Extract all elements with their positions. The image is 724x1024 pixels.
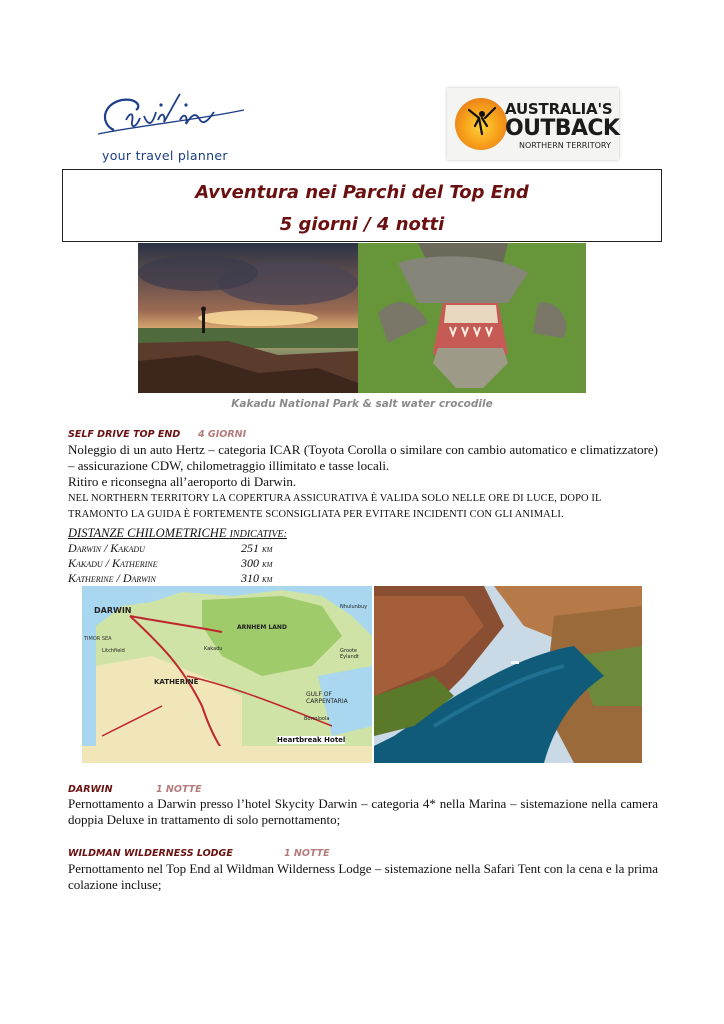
map-label-groote: Groote Eylandt <box>340 648 359 660</box>
map-label-sea: TIMOR SEA <box>84 636 112 642</box>
wildman-duration: 1 NOTTE <box>284 848 330 859</box>
self-drive-insurance-note: NEL NORTHERN TERRITORY LA COPERTURA ASSICURATIVA È VALIDA SOLO NELLE ORE DI LUCE, DOPO IL TRAMONTO LA GUIDA È FORTEMENTE SCONSIGLIATA PER EVITARE INCIDENTI CON GLI ANIMALI. <box>68 493 602 520</box>
page-subtitle: 5 giorni / 4 notti <box>279 214 445 235</box>
distances-heading <box>68 526 287 541</box>
distance-route: Katherine / Darwin <box>68 571 156 585</box>
distance-row <box>68 541 273 556</box>
distance-row <box>68 571 273 586</box>
kakadu-sunset-photo <box>138 243 358 393</box>
distance-row <box>68 556 273 571</box>
wildman-title: WILDMAN WILDERNESS LODGE <box>68 848 233 859</box>
map-label-heartbreak: Heartbreak Hotel <box>277 736 346 744</box>
self-drive-pickup: Ritiro e riconsegna all’aeroporto di Darwin. <box>68 474 297 489</box>
logo-line-3: NORTHERN TERRITORY <box>519 141 611 150</box>
photo-caption: Kakadu National Park & salt water crocodile <box>231 398 493 410</box>
self-drive-heading <box>68 429 247 440</box>
cividin-logo <box>96 90 246 168</box>
self-drive-duration: 4 GIORNI <box>198 429 247 440</box>
darwin-title: DARWIN <box>68 784 113 795</box>
map-label-arnhem: ARNHEM LAND <box>237 624 287 631</box>
wildman-heading <box>68 848 330 859</box>
australias-outback-logo <box>447 88 619 160</box>
distance-km: 251 km <box>241 541 273 555</box>
map-label-darwin: DARWIN <box>94 606 132 615</box>
map-label-borroloola: Borroloola <box>304 716 330 722</box>
map-label-litchfield: Litchfield <box>102 648 125 654</box>
title-box <box>62 169 662 242</box>
distances-title: DISTANZE CHILOMETRICHE <box>68 526 227 540</box>
crocodile-photo <box>358 243 586 393</box>
jumping-figure-icon <box>465 104 499 138</box>
wildman-description: Pernottamento nel Top End al Wildman Wilderness Lodge – sistemazione nella Safari Tent con la cena e la prima colazione incluse; <box>68 861 658 892</box>
distance-route: Darwin / Kakadu <box>68 541 145 555</box>
cividin-script-mark <box>96 90 246 150</box>
logo-line-2: OUTBACK <box>505 116 620 141</box>
map-label-gulf: GULF OF CARPENTARIA <box>306 691 348 705</box>
self-drive-title: SELF DRIVE TOP END <box>68 429 181 440</box>
darwin-heading <box>68 784 202 795</box>
distance-km: 300 km <box>241 556 273 570</box>
darwin-duration: 1 NOTTE <box>156 784 202 795</box>
darwin-description: Pernottamento a Darwin presso l’hotel Skycity Darwin – categoria 4* nella Marina – sistemazione nella camera doppia Deluxe in trattamento di solo pernottamento; <box>68 796 658 827</box>
map-label-kakadu: Kakadu <box>204 646 223 652</box>
map-label-nhulunbuy: Nhulunbuy <box>340 604 368 610</box>
top-end-map <box>82 586 372 763</box>
logo-line-1: AUSTRALIA'S <box>505 100 613 118</box>
self-drive-description: Noleggio di un auto Hertz – categoria ICAR (Toyota Corolla o similare con cambio automatico e climatizzatore) – assicurazione CDW, chilometraggio illimitato e tasse locali. <box>68 442 658 473</box>
distances-title-suffix: INDICATIVE: <box>229 529 287 540</box>
katherine-gorge-photo <box>374 586 642 763</box>
page-title: Avventura nei Parchi del Top End <box>195 182 529 203</box>
distance-route: Kakadu / Katherine <box>68 556 158 570</box>
map-label-katherine: KATHERINE <box>154 678 199 686</box>
logo-tagline: your travel planner <box>102 148 228 163</box>
distance-km: 310 km <box>241 571 273 585</box>
